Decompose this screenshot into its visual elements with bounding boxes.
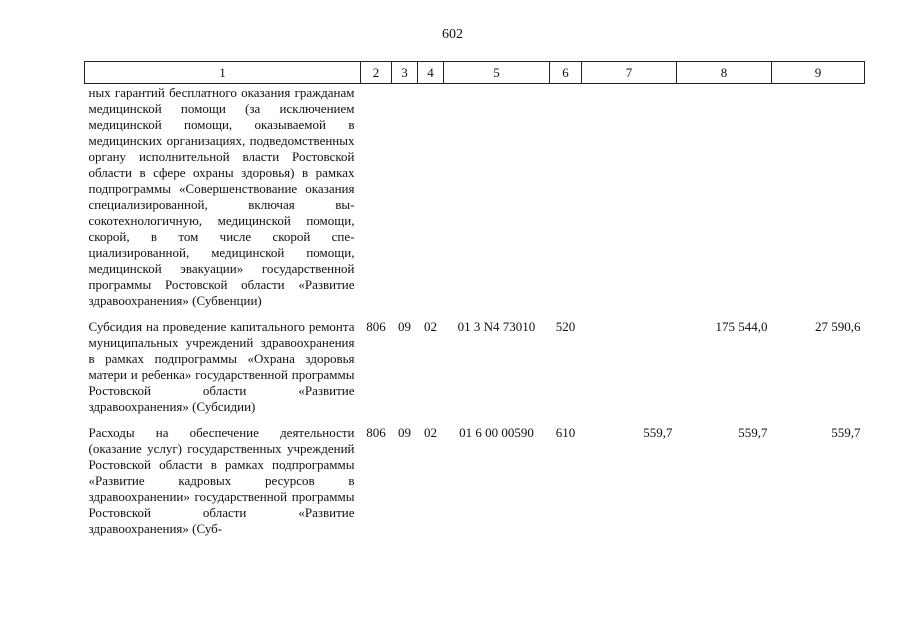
header-col-7: 7 (582, 62, 677, 84)
amount-col-7 (582, 317, 677, 423)
table-header-row (85, 62, 865, 84)
header-col-6: 6 (550, 62, 582, 84)
row-description: Субсидия на проведение капитального ремонта муниципальных учреждений здравоохранения в рамках подпрограммы «Охрана здоровья матери и ребенка» государственной программы Ростовской области «Развитие здравоохранения» (Субсидии) (88, 319, 355, 414)
table-row (85, 84, 865, 318)
page-number: 602 (442, 27, 463, 42)
header-col-8: 8 (677, 62, 772, 84)
expense-type-code (550, 84, 582, 318)
row-description: ных гарантий бесплатного оказания гражданам медицинской помощи (за исключением медицинской помощи, оказываемой в медицинских организациях, подведомственных органу исполнительной власти Ростовской области в сфере охраны здоровья) в рамках подпрограммы «Совершенствование оказания специализированной, включая высокотехнологичную, медицинской помощи, скорой, в том числе скорой специализированной, медицинской помощи, медицинской эвакуации» государственной программы Ростовской области «Развитие здравоохранения» (Субвенции) (88, 85, 355, 308)
subsection-code: 02 (424, 319, 437, 334)
target-article-code: 01 3 N4 73010 (457, 319, 536, 334)
amount-col-7: 559,7 (643, 425, 673, 440)
table-row (85, 423, 865, 545)
ministry-code: 806 (366, 425, 386, 440)
amount-col-9: 27 590,6 (815, 319, 861, 334)
row-description: Расходы на обеспечение деятельности (оказание услуг) государственных учреждений Ростовской области в рамках подпрограммы «Развитие кадровых ресурсов в здравоохранении» государственной программы Ростовской области «Развитие здравоохранения» (Суб- (88, 425, 355, 536)
header-col-5: 5 (444, 62, 550, 84)
section-code: 09 (398, 425, 411, 440)
header-col-1: 1 (85, 62, 361, 84)
amount-col-9 (772, 84, 865, 318)
amount-col-8 (677, 84, 772, 318)
table-row (85, 317, 865, 423)
subsection-code: 02 (424, 425, 437, 440)
budget-table (84, 61, 865, 545)
expense-type-code: 520 (555, 319, 576, 334)
ministry-code: 806 (366, 319, 386, 334)
target-article-code: 01 6 00 00590 (459, 425, 534, 440)
amount-col-9: 559,7 (831, 425, 861, 440)
header-col-9: 9 (772, 62, 865, 84)
ministry-code (361, 84, 392, 318)
budget-table-container (84, 61, 864, 641)
header-col-2: 2 (361, 62, 392, 84)
subsection-code (418, 84, 444, 318)
amount-col-8: 175 544,0 (715, 319, 768, 334)
expense-type-code: 610 (555, 425, 576, 440)
amount-col-8: 559,7 (738, 425, 768, 440)
header-col-4: 4 (418, 62, 444, 84)
target-article-code (444, 84, 550, 318)
header-col-3: 3 (392, 62, 418, 84)
section-code (392, 84, 418, 318)
amount-col-7 (582, 84, 677, 318)
section-code: 09 (398, 319, 411, 334)
